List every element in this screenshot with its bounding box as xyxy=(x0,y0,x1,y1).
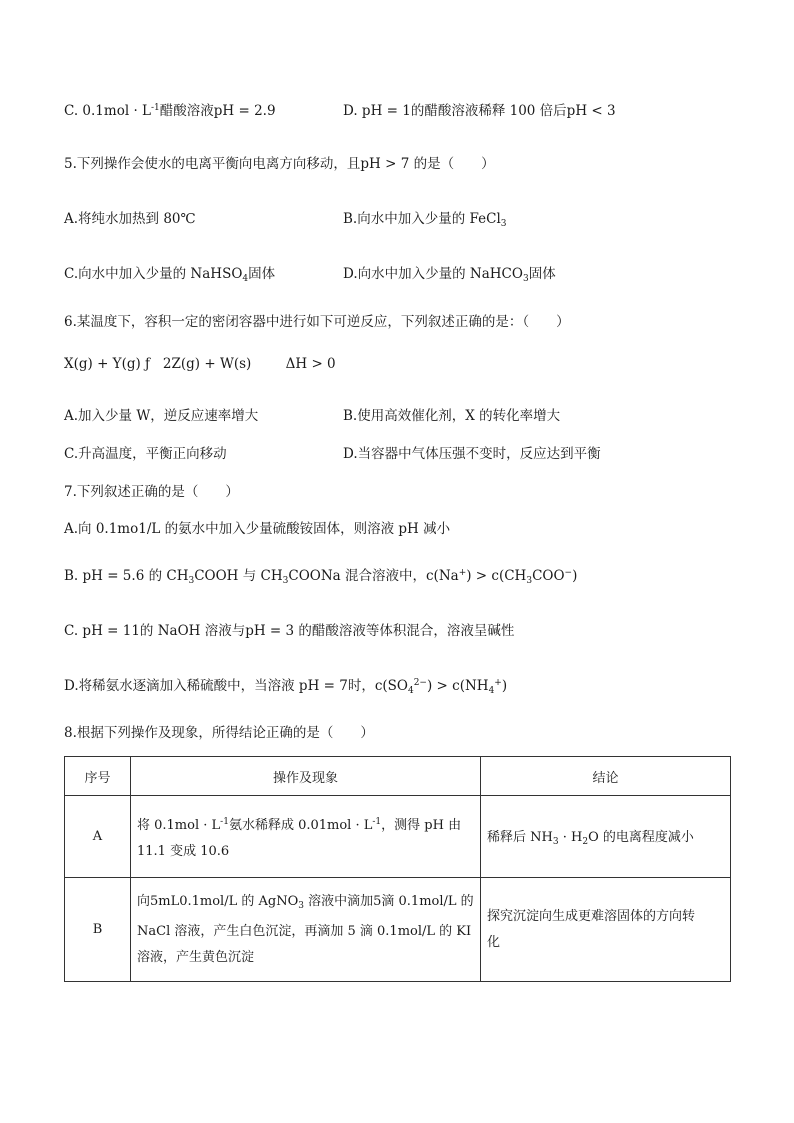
q7-option-a: A.向 0.1mo1/L 的氨水中加入少量硫酸铵固体，则溶液 pH 减小 xyxy=(64,521,451,537)
q5-option-c: C.向水中加入少量的 NaHSO$_4$固体 xyxy=(64,266,276,284)
row-b-operation xyxy=(131,878,481,982)
q4-option-c: C. $0.1mol \cdot L^{-1}$醋酸溶液pH = 2.9 xyxy=(64,103,276,119)
q6-equation: X(g) + Y(g) ƒ 2Z(g) + W(s) ΔH > 0 xyxy=(64,356,336,372)
row-b-op-line3: 溶液，产生黄色沉淀 xyxy=(137,949,255,965)
row-a-seq: A xyxy=(65,796,131,878)
q5-option-d: D.向水中加入少量的 NaHCO$_3$固体 xyxy=(343,266,556,284)
q6-stem: 6.某温度下，容积一定的密闭容器中进行如下可逆反应，下列叙述正确的是：（ ） xyxy=(64,314,570,330)
header-seq: 序号 xyxy=(65,757,131,796)
q8-table xyxy=(64,756,731,982)
header-operation: 操作及现象 xyxy=(131,757,481,796)
row-b-op-line1: 向5mL0.1mol/L 的 AgNO$_3$ 溶液中滴加5滴 0.1mol/L 的 xyxy=(137,893,474,911)
table-row xyxy=(65,878,731,982)
row-a-operation xyxy=(131,796,481,878)
q6-option-d: D.当容器中气体压强不变时，反应达到平衡 xyxy=(343,446,601,462)
row-a-op-line2: 11.1 变成 10.6 xyxy=(137,843,230,859)
q7-option-b: B. pH = 5.6 的 $CH_3COOH$ 与 $CH_3COONa$ 混合溶液中，$c(Na^+) > c(CH_3COO^-)$ xyxy=(64,568,578,586)
q8-stem: 8.根据下列操作及现象，所得结论正确的是（ ） xyxy=(64,725,374,741)
row-a-op-line1: 将 $0.1mol \cdot L^{-1}$氨水稀释成 $0.01mol \cdot L^{-1}$，测得 pH 由 xyxy=(137,816,462,833)
q7-option-d: D.将稀氨水逐滴加入稀硫酸中，当溶液 pH = 7时，$c(SO_4^{2-}) > c(NH_4^+)$ xyxy=(64,678,508,696)
q4-option-d: D. pH = 1的醋酸溶液稀释 100 倍后pH < 3 xyxy=(343,103,616,119)
table-row xyxy=(65,796,731,878)
row-b-con-line2: 化 xyxy=(487,934,501,950)
q7-stem: 7.下列叙述正确的是（ ） xyxy=(64,484,239,500)
row-b-op-line2: NaCl 溶液，产生白色沉淀，再滴加 5 滴 0.1mol/L 的 KI xyxy=(137,923,472,939)
q6-option-c: C.升高温度，平衡正向移动 xyxy=(64,446,227,462)
q6-option-a: A.加入少量 W，逆反应速率增大 xyxy=(64,408,259,424)
row-b-con-line1: 探究沉淀向生成更难溶固体的方向转 xyxy=(487,908,696,924)
table-header-row xyxy=(65,757,731,796)
q5-option-b: B.向水中加入少量的 FeCl$_3$ xyxy=(343,211,507,229)
q5-stem: 5.下列操作会使水的电离平衡向电离方向移动，且pH > 7 的是（ ） xyxy=(64,156,495,172)
row-b-conclusion xyxy=(481,878,731,982)
row-a-conclusion: 稀释后 $NH_3 \cdot H_2O$ 的电离程度减小 xyxy=(481,796,731,878)
q6-option-b: B.使用高效催化剂，X 的转化率增大 xyxy=(343,408,561,424)
q5-option-a: A.将纯水加热到 80℃ xyxy=(64,211,196,227)
q7-option-c: C. pH = 11的 NaOH 溶液与pH = 3 的醋酸溶液等体积混合，溶液呈碱性 xyxy=(64,623,515,639)
row-b-seq: B xyxy=(65,878,131,982)
header-conclusion: 结论 xyxy=(481,757,731,796)
